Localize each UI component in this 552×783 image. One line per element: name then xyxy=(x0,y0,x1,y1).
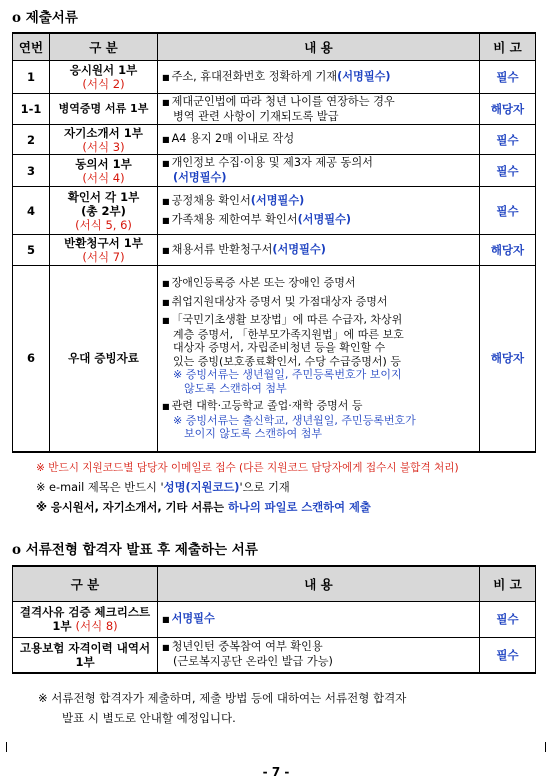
content-emphasis: (서명필수) xyxy=(272,242,326,256)
note-text: ※ e-mail 제목은 반드시 ' xyxy=(36,481,164,494)
crop-mark xyxy=(0,742,7,752)
row-note: 필수 xyxy=(480,187,536,235)
category-label: 자기소개서 1부 xyxy=(64,125,143,140)
category-label: 고용보험 자격이력 내역서 xyxy=(19,640,151,655)
row-category xyxy=(13,601,158,637)
content-emphasis: (서명필수) xyxy=(173,171,227,184)
row-note: 필수 xyxy=(480,155,536,187)
row-category xyxy=(50,235,158,266)
section-title-documents: o 제출서류 xyxy=(12,10,78,26)
content-text: ■ 공정채용 확인서 xyxy=(162,194,251,207)
category-label: (총 2부) xyxy=(81,203,126,218)
row-note: 해당자 xyxy=(480,235,536,266)
header-content: 내 용 xyxy=(158,33,480,61)
content-text: ■ 주소, 휴대전화번호 정확하게 기재 xyxy=(162,70,337,83)
row-content xyxy=(158,187,480,235)
content-remark: 보이지 않도록 스캔하여 첨부 xyxy=(184,427,323,440)
content-text: ■ 「국민기초생활 보장법」에 따른 수급자, 차상위 xyxy=(162,313,402,326)
bottom-remark xyxy=(38,688,538,728)
category-label: 확인서 각 1부 xyxy=(67,189,140,204)
header-note: 비 고 xyxy=(480,33,536,61)
content-text: ■ 장애인등록증 사본 또는 장애인 증명서 xyxy=(162,276,356,289)
content-emphasis: (서명필수) xyxy=(297,212,352,226)
content-text: 있는 증빙(보호종료확인서, 수당 수급증명서) 등 xyxy=(173,354,401,368)
content-text: (근로복지공단 온라인 발급 가능) xyxy=(173,655,333,669)
note-text: ※ 응시원서, 자기소개서, 기타 서류는 xyxy=(36,501,229,514)
content-text: ■ 청년인턴 중복참여 여부 확인용 xyxy=(162,640,323,653)
row-content xyxy=(158,235,480,266)
form-ref: (서식 7) xyxy=(82,250,125,264)
row-no: 1-1 xyxy=(13,94,50,125)
table-row xyxy=(13,187,536,235)
header-category: 구 분 xyxy=(50,33,158,61)
crop-mark xyxy=(545,742,552,752)
form-ref: (서식 2) xyxy=(82,77,125,91)
remark-line: ※ 서류전형 합격자가 제출하며, 제출 방법 등에 대하여는 서류전형 합격자 xyxy=(38,691,407,705)
table-row xyxy=(13,61,536,94)
documents-table xyxy=(12,32,536,453)
content-text: ■ A4 용지 2매 이내로 작성 xyxy=(162,132,294,145)
note-emphasis: 하나의 파일로 스캔하여 제출 xyxy=(228,501,371,514)
content-remark: ※ 증빙서류는 출신학교, 생년월일, 주민등록번호가 xyxy=(173,413,416,427)
row-category xyxy=(50,187,158,235)
header-no: 연번 xyxy=(13,33,50,61)
row-content xyxy=(158,61,480,94)
row-no: 1 xyxy=(13,61,50,94)
submission-notes xyxy=(36,458,459,518)
table-row xyxy=(13,125,536,155)
table-row xyxy=(13,235,536,266)
category-label: 반환청구서 1부 xyxy=(64,236,143,250)
row-content xyxy=(158,601,480,637)
content-text: ■ 개인정보 수집·이용 및 제3자 제공 동의서 xyxy=(162,156,373,169)
table-row xyxy=(13,94,536,125)
table-row xyxy=(13,601,536,637)
note-line xyxy=(36,478,459,498)
content-text: 계층 증명서, 「한부모가족지원법」에 따른 보호 xyxy=(173,327,404,341)
form-ref: (서식 4) xyxy=(82,170,125,185)
row-note: 필수 xyxy=(480,61,536,94)
content-text: 병역 관련 사항이 기재되도록 발급 xyxy=(173,109,339,123)
note-line: ※ 반드시 지원코드별 담당자 이메일로 접수 (다른 지원코드 담당자에게 접수시 불합격 처리) xyxy=(36,462,459,474)
section-title-after-pass: o 서류전형 합격자 발표 후 제출하는 서류 xyxy=(12,542,258,558)
row-note: 필수 xyxy=(480,125,536,155)
content-text: 대상자 증명서, 자립준비청년 등을 확인할 수 xyxy=(173,341,386,354)
page-number: - 7 - xyxy=(262,765,290,779)
row-category xyxy=(50,61,158,94)
content-text: ■ 가족채용 제한여부 확인서 xyxy=(162,213,298,226)
table-row xyxy=(13,155,536,187)
category-label: 응시원서 1부 xyxy=(69,63,138,77)
table-row xyxy=(13,266,536,452)
content-text: ■ 채용서류 반환청구서 xyxy=(162,243,272,256)
row-content xyxy=(158,266,480,452)
row-note: 필수 xyxy=(480,637,536,673)
table-header-row xyxy=(13,566,536,601)
after-pass-documents-table xyxy=(12,565,536,674)
row-content xyxy=(158,94,480,125)
row-category: 병역증명 서류 1부 xyxy=(50,94,158,125)
row-category: 우대 증빙자료 xyxy=(50,266,158,452)
category-label: 1부 xyxy=(52,619,72,633)
row-content xyxy=(158,155,480,187)
row-category xyxy=(50,125,158,155)
form-ref: (서식 3) xyxy=(82,139,125,154)
remark-line: 발표 시 별도로 안내할 예정입니다. xyxy=(62,711,236,725)
category-label: 결격사유 검증 체크리스트 xyxy=(19,605,151,619)
category-label: 동의서 1부 xyxy=(75,156,132,171)
row-no: 6 xyxy=(13,266,50,452)
note-line xyxy=(36,498,459,518)
header-note: 비 고 xyxy=(480,566,536,601)
content-remark: 않도록 스캔하여 첨부 xyxy=(184,381,287,395)
row-note: 해당자 xyxy=(480,266,536,452)
content-text: ■ 관련 대학·고등학교 졸업·재학 증명서 등 xyxy=(162,399,363,412)
content-text: ■ 제대군인법에 따라 청년 나이를 연장하는 경우 xyxy=(162,95,395,108)
row-category xyxy=(13,637,158,673)
row-content xyxy=(158,637,480,673)
content-remark: ※ 증빙서류는 생년월일, 주민등록번호가 보이지 xyxy=(173,368,402,381)
row-no: 5 xyxy=(13,235,50,266)
form-ref: (서식 8) xyxy=(75,619,118,633)
table-row xyxy=(13,637,536,673)
table-header-row xyxy=(13,33,536,61)
row-content xyxy=(158,125,480,155)
row-no: 2 xyxy=(13,125,50,155)
note-emphasis: 성명(지원코드) xyxy=(163,481,240,494)
category-label: 1부 xyxy=(75,654,95,669)
row-no: 3 xyxy=(13,155,50,187)
content-emphasis: 서명필수 xyxy=(171,611,215,625)
content-text: ■ 취업지원대상자 증명서 및 가점대상자 증명서 xyxy=(162,295,387,308)
row-no: 4 xyxy=(13,187,50,235)
header-content: 내 용 xyxy=(158,566,480,601)
row-category xyxy=(50,155,158,187)
note-text: '으로 기재 xyxy=(239,481,290,494)
row-note: 해당자 xyxy=(480,94,536,125)
row-note: 필수 xyxy=(480,601,536,637)
content-emphasis: (서명필수) xyxy=(337,69,391,83)
content-emphasis: (서명필수) xyxy=(250,193,305,207)
form-ref: (서식 5, 6) xyxy=(75,217,132,232)
header-category: 구 분 xyxy=(13,566,158,601)
